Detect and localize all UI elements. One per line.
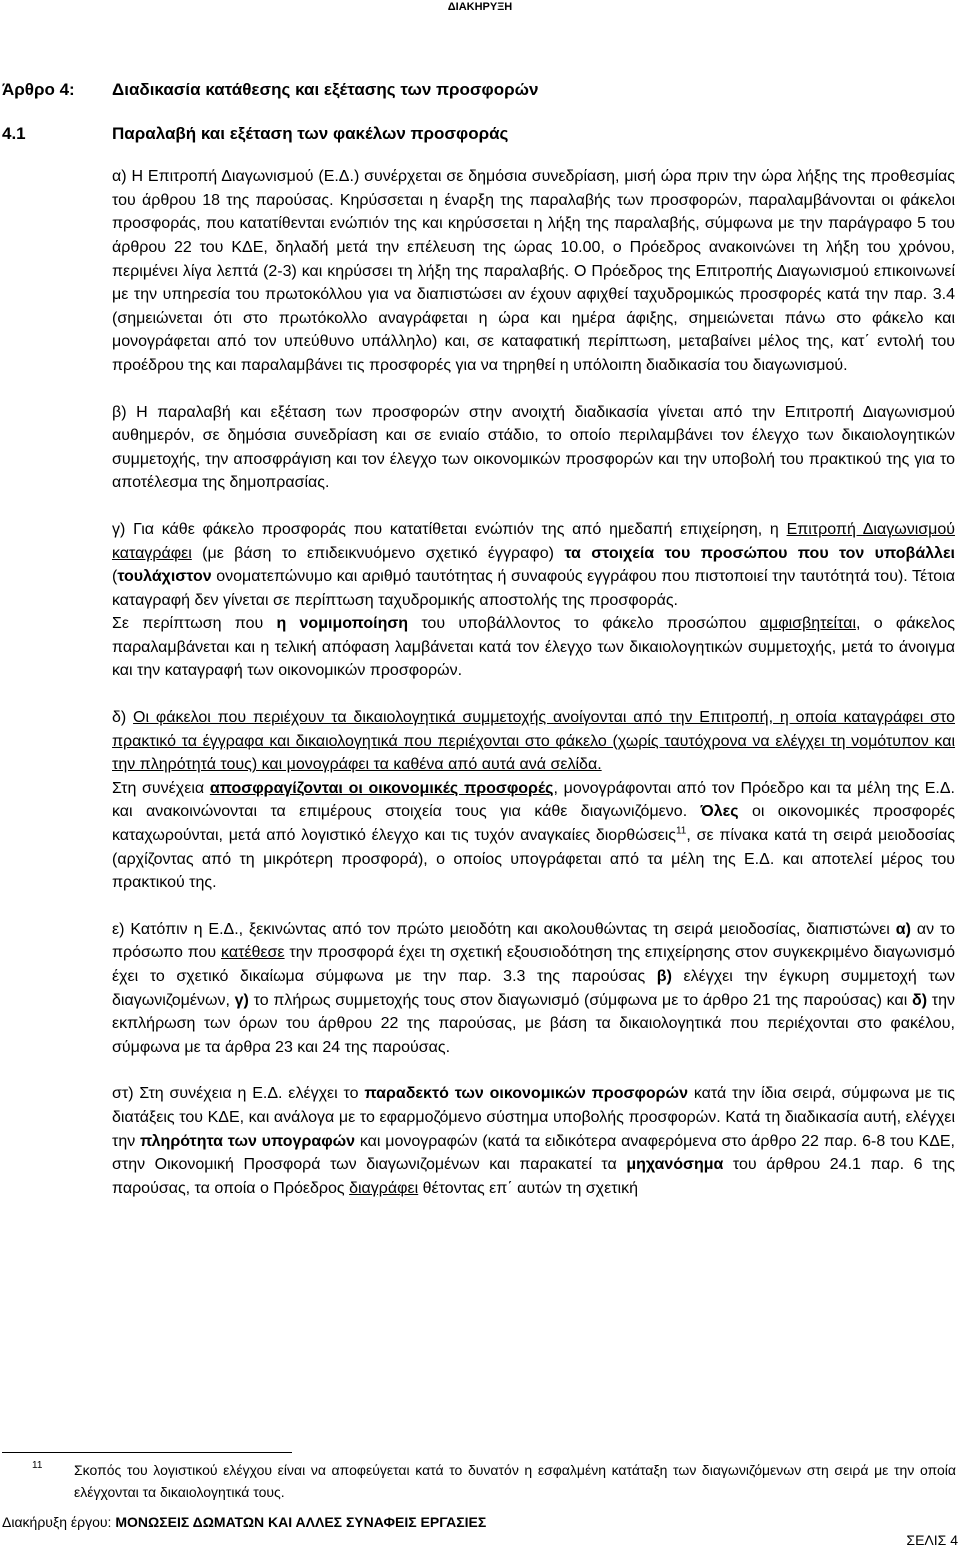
- text-run: του άρθρου 24.1 παρ. 6 της παρούσας, τα οποία ο Πρόεδρος: [112, 1156, 955, 1197]
- bold-text: η νομιμοποίηση: [276, 615, 409, 633]
- text-run: αν το πρόσωπο που: [112, 920, 956, 962]
- bold-text: α): [895, 920, 911, 938]
- running-header: ΔΙΑΚΗΡΥΞΗ: [447, 1, 513, 13]
- paragraph-c-continued: [112, 612, 955, 683]
- bold-text: γ): [234, 991, 249, 1009]
- section-title: Παραλαβή και εξέταση των φακέλων προσφοράς: [112, 123, 509, 143]
- footer-label: Διακήρυξη έργου:: [2, 1514, 112, 1530]
- text-run: θέτοντας επ΄ αυτών τη σχετική: [418, 1179, 638, 1197]
- footnote: [20, 1459, 956, 1503]
- bold-text: μηχανόσημα: [626, 1156, 724, 1174]
- text-run: ε) Κατόπιν η Ε.Δ., ξεκινώντας από τον πρώτο μειοδότη και ακολουθώντας τη σειρά μειοδοσίας, διαπιστώνει: [112, 920, 896, 938]
- bold-text: δ): [912, 991, 928, 1009]
- footnote-mark: 11: [32, 1460, 43, 1471]
- footnote-text: Σκοπός του λογιστικού ελέγχου είναι να αποφεύγεται κατά το δυνατόν η εσφαλμένη κατάταξη των διαγωνιζόμενων στη σειρά με την οποία ελέγχονται τα δικαιολογητικά τους.: [74, 1462, 956, 1500]
- paragraph-b: β) Η παραλαβή και εξέταση των προσφορών στην ανοιχτή διαδικασία γίνεται από την Επιτροπή Διαγωνισμού αυθημερόν, σε δημόσια συνεδρίαση και σε ενιαίο στάδιο, το οποίο περιλαμβάνει τον έλεγχο των δικαιολογητικών συμμετοχής, την αποσφράγιση και τον έλεγχο των οικονομικών προσφορών και την υποβολή του πρακτικού της για το αποτέλεσμα της δημοπρασίας.: [112, 403, 955, 492]
- text-run: (με βάση το επιδεικνυόμενο σχετικό έγγραφο): [191, 544, 565, 562]
- running-footer: [2, 1514, 486, 1530]
- text-run: Σε περίπτωση που: [112, 615, 277, 633]
- text-run: γ) Για κάθε φάκελο προσφοράς που κατατίθεται ενώπιόν της από ημεδαπή επιχείρηση, η: [112, 520, 787, 538]
- text-run: ονοματεπώνυμο και αριθμό ταυτότητας ή συναφούς εγγράφου που πιστοποιεί την ταυτότητά του). Τέτοια καταγραφή δεν γίνεται σε περίπτωση ταχυδρομικής αποστολής της προσφοράς.: [112, 568, 955, 609]
- underlined-text: κατέθεσε: [221, 944, 285, 962]
- document-body: [2, 78, 956, 1200]
- paragraph-c: [112, 518, 955, 612]
- paragraph-d-continued: [112, 777, 955, 895]
- text-run: οι οικονομικές προσφορές καταχωρούνται, μετά από λογιστικό έλεγχο και τις τυχόν αναγκαίες διορθώσεις: [112, 803, 956, 845]
- text-run: Στη συνέχεια: [112, 779, 210, 797]
- paragraph-e: [112, 918, 955, 1060]
- text-run: και μονογραφών (κατά τα ειδικότερα αναφερόμενα στο άρθρο 22 παρ. 6-8 του ΚΔΕ, στην Οικονομική Προσφορά των διαγωνιζομένων και παρακατεί τα: [112, 1132, 956, 1174]
- underlined-text: Οι φάκελοι που περιέχουν τα δικαιολογητικά συμμετοχής ανοίγονται από την Επιτροπή, η οποία καταγράφει στο πρακτικό τα έγγραφα και δικαιολογητικά που περιέχονται στο φάκελο (χωρίς ταυτόχρονα να ελέγχει τη νομότυπον και την πληρότητά τους) και μονογράφει τα καθένα από αυτά ανά σελίδα.: [112, 709, 955, 774]
- text-run: το πλήρως συμμετοχής τους στον διαγωνισμό (σύμφωνα με το άρθρο 21 της παρούσας) και: [248, 991, 913, 1009]
- underlined-text: αμφισβητείται: [759, 615, 856, 633]
- page-number: ΣΕΛΙΣ 4: [906, 1532, 958, 1548]
- text-run: την προσφορά έχει τη σχετική εξουσιοδότηση της επιχείρησης στον συγκεκριμένο διαγωνισμό έχει το σχετικό δικαίωμα σύμφωνα με την παρ. 3.3 της παρούσας: [112, 944, 955, 985]
- footnote-reference: 11: [675, 825, 687, 837]
- footer-project-title: ΜΟΝΩΣΕΙΣ ΔΩΜΑΤΩΝ ΚΑΙ ΑΛΛΕΣ ΣΥΝΑΦΕΙΣ ΕΡΓΑΣΙΕΣ: [115, 1514, 487, 1530]
- bold-text: Όλες: [700, 803, 739, 821]
- bold-text: πληρότητα των υπογραφών: [140, 1132, 356, 1150]
- paragraph-f: [112, 1082, 955, 1200]
- section-heading: [2, 122, 955, 146]
- bold-text: β): [656, 968, 672, 985]
- bold-text: παραδεκτό των οικονομικών προσφορών: [364, 1085, 688, 1103]
- text-run: στ) Στη συνέχεια η Ε.Δ. ελέγχει το: [112, 1085, 365, 1103]
- footnote-separator: [2, 1452, 292, 1453]
- text-run: του υποβάλλοντος το φάκελο προσώπου: [408, 615, 760, 633]
- bold-underlined-text: αποσφραγίζονται οι οικονομικές προσφορές: [209, 779, 554, 797]
- text-run: την εκπλήρωση των όρων του άρθρου 22 της παρούσας, με βάση τα δικαιολογητικά που περιέχονται στο φακέλου, σύμφωνα με τα άρθρα 23 και 24 της παρούσας.: [112, 991, 955, 1056]
- underlined-text: διαγράφει: [349, 1179, 419, 1197]
- paragraph-a: α) Η Επιτροπή Διαγωνισμού (Ε.Δ.) συνέρχεται σε δημόσια συνεδρίαση, μισή ώρα πριν την ώρα λήξης της προθεσμίας του άρθρου 18 της παρούσας. Κηρύσσεται η έναρξη της παραλαβής των προσφορών, παραλαμβάνονται οι φάκελοι προσφοράς, που κατατίθενται ενώπιόν της και κηρύσσεται η λήξη της παραλαβής, σύμφωνα με την παράγραφο 5 του άρθρου 22 του ΚΔΕ, δηλαδή μετά την επέλευση της ώρας 10.00, ο Πρόεδρος ανακοινώνει τη λήξη του χρόνου, περιμένει λίγα λεπτά (2-3) και κηρύσσει τη λήξη της παραλαβής. Ο Πρόεδρος της Επιτροπής Διαγωνισμού επικοινωνεί με την υπηρεσία του πρωτοκόλλου για να διαπιστώσει αν έχουν αφιχθεί ταχυδρομικώς προσφορές κατά την παρ. 3.4 (σημειώνεται ότι στο πρωτόκολλο αναγράφεται η ώρα και ημέρα άφιξης, σημειώνεται πάνω στο φάκελο και μονογράφεται από τον υπεύθυνο υπάλληλο) και, σε καταφατική περίπτωση, μεταβαίνει μέλος της, κατ΄ εντολή του προέδρου της και παραλαμβάνει τις προσφορές για να τηρηθεί η υπόλοιπη διαδικασία του διαγωνισμού.: [112, 168, 955, 374]
- bold-text: τα στοιχεία του προσώπου που τον υποβάλλει: [564, 544, 955, 562]
- text-run: (: [112, 568, 118, 586]
- text-run: ελέγχει την έγκυρη συμμετοχή των διαγωνιζομένων,: [112, 968, 955, 1009]
- text-run: , σε πίνακα κατά τη σειρά μειοδοσίας (αρχίζοντας από τη μικρότερη προσφορά), ο οποίος υπογράφεται από τα μέλη της Ε.Δ. και αποτελεί μέρος του πρακτικού της.: [112, 827, 955, 892]
- bold-text: τουλάχιστον: [117, 568, 212, 586]
- article-title: Διαδικασία κατάθεσης και εξέτασης των προσφορών: [112, 80, 539, 99]
- underlined-text: Επιτροπή Διαγωνισμού καταγράφει: [112, 520, 955, 562]
- text-run: , ο φάκελος παραλαμβάνεται και η τελική απόφαση λαμβάνεται κατά τον έλεγχο των δικαιολογητικών συμμετοχής, μετά το άνοιγμα και την καταγραφή των οικονομικών προσφορών.: [112, 615, 955, 680]
- article-heading: [2, 78, 955, 102]
- text-run: κατά την ίδια σειρά, σύμφωνα με τις διατάξεις του ΚΔΕ, και ανάλογα με το εφαρμοζόμενο σύστημα υποβολής προσφορών. Κατά τη διαδικασία αυτή, ελέγχει την: [112, 1085, 956, 1150]
- text-run: δ): [112, 709, 134, 727]
- paragraph-d: [112, 706, 955, 777]
- text-run: , μονογράφονται από τον Πρόεδρο και τα μέλη της Ε.Δ. και ανακοινώνονται τα επιμέρους στοιχεία τους για κάθε διαγωνιζόμενο.: [112, 779, 956, 821]
- article-number: Άρθρο 4:: [2, 80, 75, 99]
- section-number: 4.1: [2, 123, 26, 143]
